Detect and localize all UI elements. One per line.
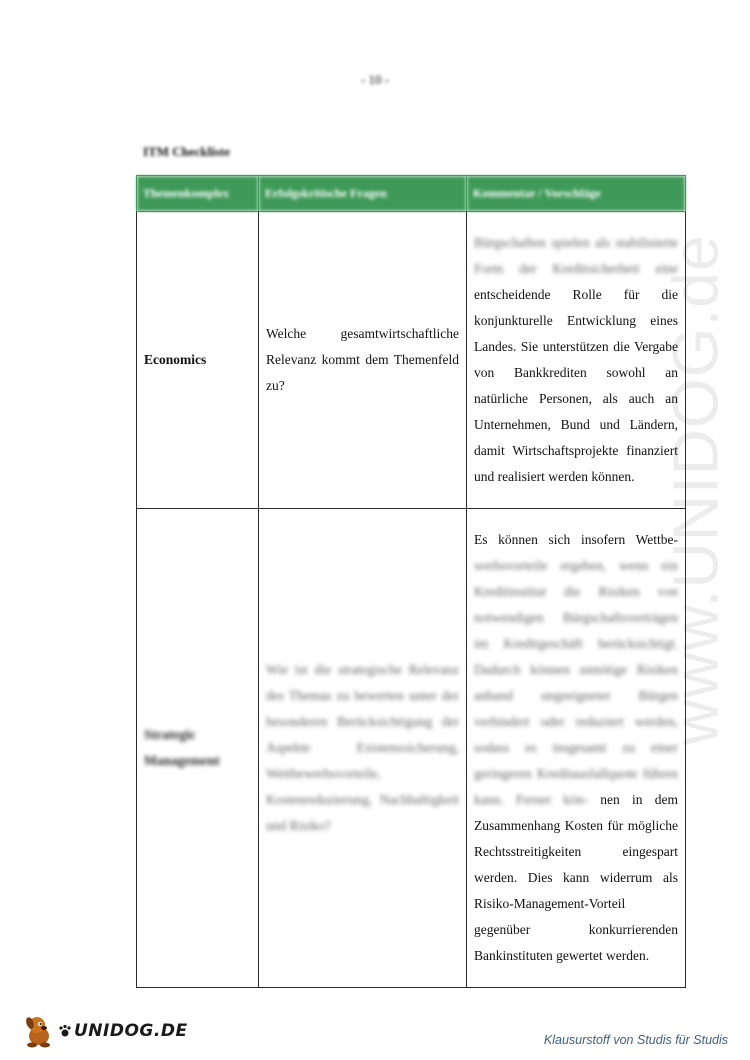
question-cell: Welche gesamtwirtschaftliche Relevanz kommt dem Themenfeld zu? bbox=[259, 212, 467, 509]
section-heading: ITM Checkliste bbox=[143, 144, 231, 159]
table-row bbox=[137, 212, 686, 509]
comment-text: nen in dem Zusammenhang Kosten für mögliche Rechtsstreitigkeiten eingespart werden. Dies kann widerrum als Risiko-Management-Vorteil gegenüber konkurrierenden Bankinstituten gewertet werden. bbox=[474, 792, 678, 963]
header-questions: Erfolgskritische Fragen bbox=[259, 176, 467, 212]
logo-text: UNIDOG.DE bbox=[74, 1021, 188, 1041]
footer-tagline: Klausurstoff von Studis für Studis bbox=[543, 1033, 728, 1047]
comment-text: entscheidende Rolle für die konjunkturelle Entwicklung eines Landes. Sie unterstützen die Vergabe von Bankkrediten sowohl an natürliche Personen, als auch an Unternehmen, Bund und Ländern, damit Wirtschaftsprojekte finanziert und realisiert werden können. bbox=[474, 287, 678, 484]
topic-cell: Strategic Management bbox=[137, 509, 259, 988]
paw-icon bbox=[58, 1024, 72, 1038]
page-number: - 10 - bbox=[360, 72, 390, 87]
watermark-text: www.UNIDOG.de bbox=[659, 234, 731, 746]
header-comments: Kommentar / Vorschläge bbox=[467, 176, 686, 212]
comment-cell bbox=[467, 509, 686, 988]
footer-logo[interactable] bbox=[22, 1014, 188, 1048]
header-topic: Themenkomplex bbox=[137, 176, 259, 212]
topic-cell: Economics bbox=[137, 212, 259, 509]
table-row bbox=[137, 509, 686, 988]
blurred-comment-text: Bürgschaften spielen als stabilisierte Form der Kreditsicherheit eine bbox=[474, 235, 678, 276]
question-cell: Wie ist die strategische Relevanz des Themas zu bewerten unter der besonderen Berücksichtigung der Aspekte Existenzsicherung, Wettbewerbsvorteile, Kostenreduzierung, Nachhaltigkeit und Risiko? bbox=[259, 509, 467, 988]
comment-cell bbox=[467, 212, 686, 509]
table-header-row bbox=[137, 176, 686, 212]
checklist-table bbox=[136, 175, 686, 988]
comment-text: Es können sich insofern Wettbe- bbox=[474, 532, 678, 547]
blurred-comment-text: werbsvorteile ergeben, wenn ein Kreditinstitut die Risiken von notwendigen Bürgschaftsverträgen im Kreditgeschäft berücksichtigt. Dadurch können unnötige Risiken anhand ungeeigneter Bürgen verhindert oder reduziert werden, sodass es insgesamt zu einer geringeren Kreditausfallquote führen kann. Ferner kön- bbox=[474, 558, 678, 807]
dog-mascot-icon bbox=[22, 1014, 58, 1048]
